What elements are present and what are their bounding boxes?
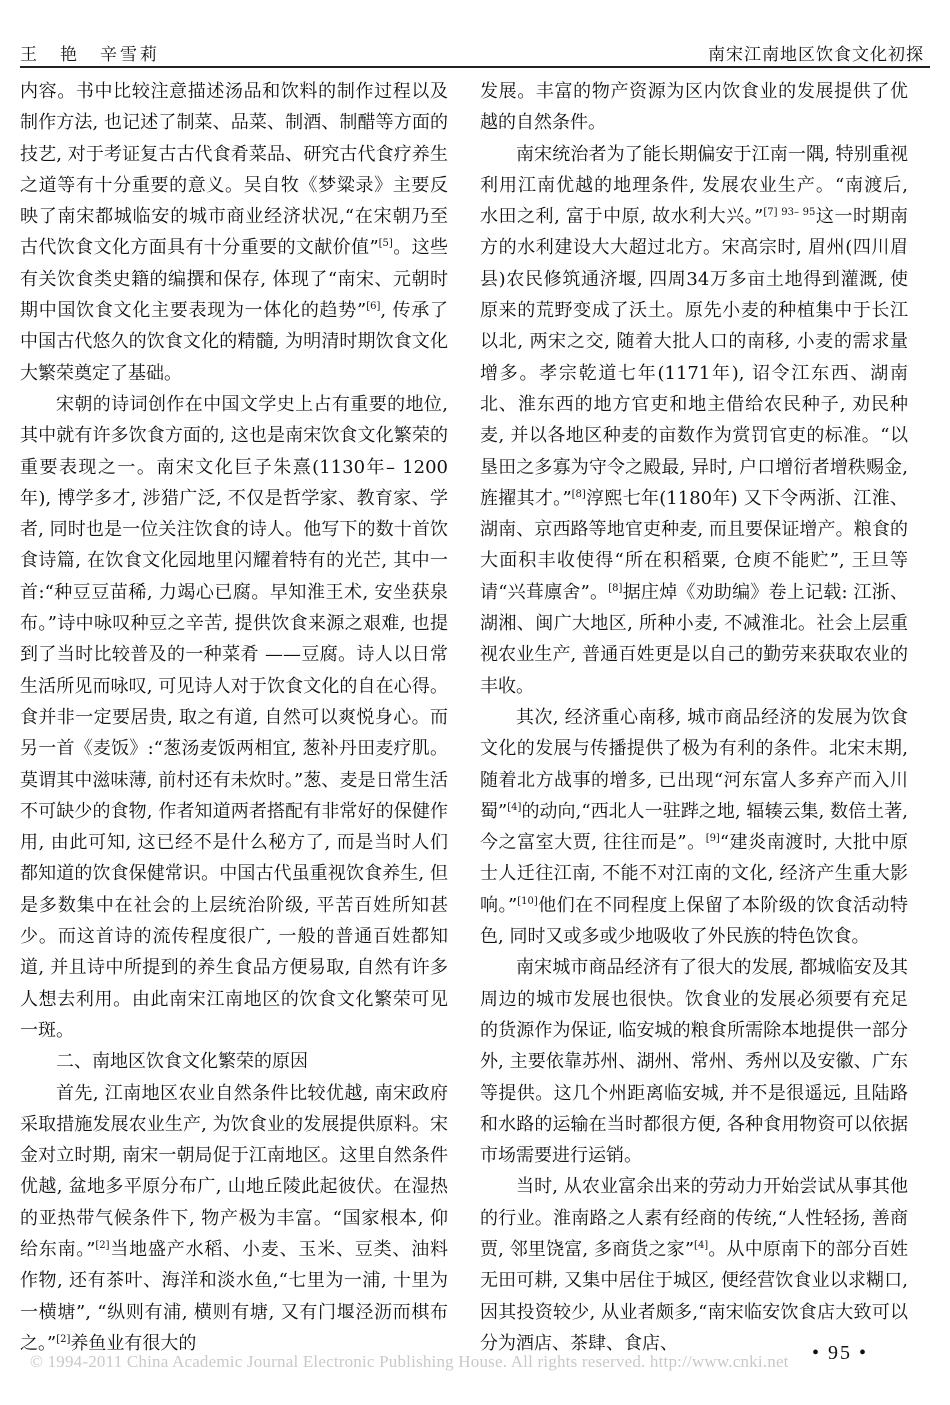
paragraph-text: 。从中原南下的部分百姓无田可耕, 又集中居住于城区, 便经营饮食业以求糊口, 因其投资较少, 从业者颇多,“南宋临安饮食店大致可以分为酒店、茶肆、食店、 <box>480 1238 909 1354</box>
paragraph: 宋朝的诗词创作在中国文学史上占有重要的地位, 其中就有许多饮食方面的, 这也是南宋饮食文化繁荣的重要表现之一。南宋文化巨子朱熹(1130年– 1200年), 博学多才, 涉猎广泛, 不仅是哲学家、教育家、学者, 同时也是一位关注饮食的诗人。他写下的数十首饮食诗篇, 在饮食文化园地里闪耀着特有的光芒, 其中一首:“种豆豆苗稀, 力竭心已腐。早知淮王术, 安坐获泉布。”诗中咏叹种豆之辛苦, 提供饮食来源之艰难, 也提到了当时比较普及的一种菜肴 ——豆腐。诗人以日常生活所见而咏叹, 可见诗人对于饮食文化的自在心得。食并非一定要居贵, 取之有道, 自然可以爽悦身心。而另一首《麦饭》:“葱汤麦饭两相宜, 葱补丹田麦疗肌。莫谓其中滋味薄, 前村还有未炊时。”葱、麦是日常生活不可缺少的食物, 作者知道两者搭配有非常好的保健作用, 由此可知, 这已经不是什么秘方了, 而是当时人们都知道的饮食保健常识。中国古代虽重视饮食养生, 但是多数集中在社会的上层统治阶级, 平苦百姓所知甚少。而这首诗的流传程度很广, 一般的普通百姓都知道, 并且诗中所提到的养生食品方便易取, 自然有许多人想去利用。由此南宋江南地区的饮食文化繁荣可见一斑。 <box>20 393 448 1041</box>
paragraph: 南宋城市商品经济有了很大的发展, 都城临安及其周边的城市发展也很快。饮食业的发展必须要有充足的货源作为保证, 临安城的粮食所需除本地提供一部分外, 主要依靠苏州、湖州、常州、秀州以及安徽、广东等提供。这几个州距离临安城, 并不是很遥远, 且陆路和水路的运输在当时都很方便, 各种食用物资可以依据市场需要进行运销。 <box>480 957 908 1167</box>
left-column <box>20 76 448 1359</box>
paragraph-text: 养鱼业有很大的 <box>70 1332 197 1354</box>
paragraph <box>20 76 448 389</box>
paragraph-text: 淳熙七年(1180年) 又下令两浙、江淮、湖南、京西路等地官吏种麦, 而且要保证增产。粮食的大面积丰收使得“所在积稻粟, 仓庾不能贮”, 王旦等请“兴葺廪舍”。 <box>480 487 909 603</box>
paragraph-text: 首先, 江南地区农业自然条件比较优越, 南宋政府采取措施发展农业生产, 为饮食业的发展提供原料。宋金对立时期, 南宋一朝局促于江南地区。这里自然条件优越, 盆地多平原分布广, 山地丘陵此起彼伏。在湿热的亚热带气候条件下, 物产极为丰富。“国家根本, 仰给东南。” <box>20 1082 448 1260</box>
citation: [8] <box>571 488 586 500</box>
paragraph-text: 。这些有关饮食类史籍的编撰和保存, 体现了“南宋、元朝时期中国饮食文化主要表现为一体化的趋势” <box>20 237 449 322</box>
paragraph-text: 据庄焯《劝助编》卷上记载: 江浙、湖湘、闽广大地区, 所种小麦, 不减淮北。社会上层重视农业生产, 普通百姓更是以自己的勤劳来获取农业的丰收。 <box>480 581 908 697</box>
paragraph-text: 这一时期南方的水利建设大大超过北方。宋高宗时, 眉州(四川眉县)农民修筑通济堰, 四周34万多亩土地得到灌溉, 使原来的荒野变成了沃土。原先小麦的种植集中于长江以北, 两宋之交, 随着大批人口的南移, 小麦的需求量增多。孝宗乾道七年(1171年), 诏令江东西、湖南北、淮东西的地方官吏和地主借给农民种子, 劝民种麦, 并以各地区种麦的亩数作为赏罚官吏的标准。“以垦田之多寡为守令之殿最, 异时, 户口增衍者增秩赐金, 旌擢其才。” <box>480 206 908 509</box>
paragraph-text: 当地盛产水稻、小麦、玉米、豆类、油料作物, 还有茶叶、海洋和淡水鱼,“七里为一浦, 十里为一横塘”, “纵则有浦, 横则有塘, 又有门堰泾沥而棋布之。” <box>20 1238 448 1354</box>
paragraph: 发展。丰富的物产资源为区内饮食业的发展提供了优越的自然条件。 <box>480 81 908 134</box>
paragraph-text: “建炎南渡时, 大批中原士人迁往江南, 不能不对江南的文化, 经济产生重大影响。” <box>480 832 908 916</box>
citation: [2] <box>56 1333 71 1345</box>
copyright-watermark: © 1994-2011 China Academic Journal Electronic Publishing House. All rights reserved. http://www.cnki.net <box>30 1352 789 1371</box>
section-heading: 二、南地区饮食文化繁荣的原因 <box>56 1051 308 1073</box>
citation: [4] <box>694 1239 709 1251</box>
citation: [2] <box>95 1239 110 1251</box>
paragraph <box>480 1171 908 1359</box>
citation: [8] <box>608 582 623 594</box>
paragraph <box>20 1078 448 1360</box>
paragraph-text: 内容。书中比较注意描述汤品和饮料的制作过程以及制作方法, 也记述了制菜、品菜、制酒、制醋等方面的技艺, 对于考证复古古代食肴菜品、研究古代食疗养生之道等有十分重要的意义。吴自牧《梦粱录》主要反映了南宋都城临安的城市商业经济状况,“在宋朝乃至古代饮食文化方面具有十分重要的文献价值” <box>20 81 448 259</box>
page-number: • 95 • <box>812 1342 869 1364</box>
paragraph <box>480 702 908 952</box>
header-title: 南宋江南地区饮食文化初探 <box>708 45 924 65</box>
paragraph-text: 其次, 经济重心南移, 城市商品经济的发展为饮食文化的发展与传播提供了极为有利的条件。北宋末期, 随着北方战事的增多, 已出现“河东富人多弃产而入川蜀” <box>480 706 908 822</box>
right-column <box>480 76 908 1359</box>
paragraph <box>480 139 908 702</box>
paragraph-text: 南宋统治者为了能长期偏安于江南一隅, 特别重视利用江南优越的地理条件, 发展农业生产。“南渡后, 水田之利, 富于中原, 故水利大兴。” <box>480 143 908 228</box>
citation: [7] 93– 95 <box>763 207 816 219</box>
citation: [9] <box>705 833 720 845</box>
citation: [5] <box>378 238 393 250</box>
citation: [10] <box>517 895 538 907</box>
citation: [6] <box>366 301 381 313</box>
header-authors: 王 艳 辛雪莉 <box>20 45 160 65</box>
paragraph-text: , 传承了中国古代悠久的饮食文化的精髓, 为明清时期饮食文化大繁荣奠定了基础。 <box>20 300 449 384</box>
paragraph-text: 的动向,“西北人一驻跸之地, 辐辏云集, 数倍土著, 今之富室大贾, 往往而是”。 <box>480 800 909 854</box>
citation: [4] <box>507 801 522 813</box>
paragraph-text: 他们在不同程度上保留了本阶级的饮食活动特色, 同时又或多或少地吸收了外民族的特色饮食。 <box>480 894 909 948</box>
paragraph-text: 当时, 从农业富余出来的劳动力开始尝试从事其他的行业。淮南路之人素有经商的传统,“人性轻扬, 善商贾, 邻里饶富, 多商货之家” <box>480 1176 908 1260</box>
header-rule <box>20 66 930 68</box>
running-header <box>20 38 924 68</box>
